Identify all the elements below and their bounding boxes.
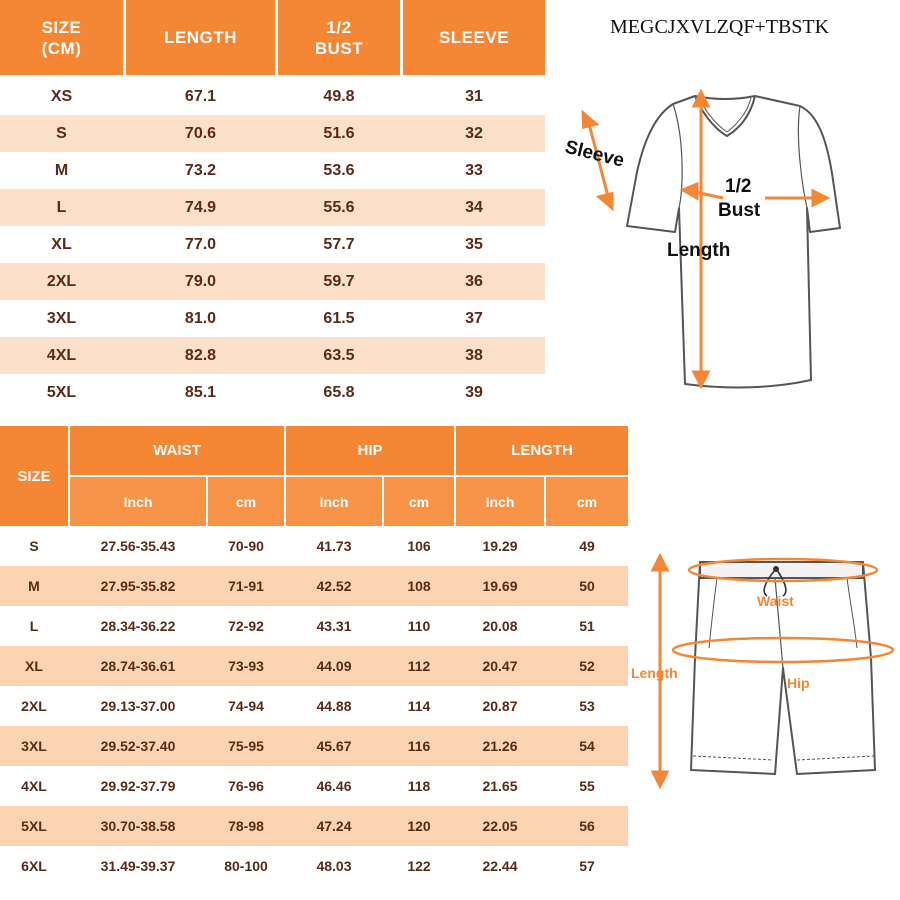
unit-waist-cm: cm xyxy=(208,477,284,526)
size-cell: S xyxy=(29,538,39,554)
value-cell: 73.2 xyxy=(184,161,217,179)
value-cell: 29.13-37.00 xyxy=(100,698,176,714)
value-cell: 53.6 xyxy=(323,161,355,179)
shirt-size-table xyxy=(0,0,545,411)
size-cell: 2XL xyxy=(46,272,77,290)
shirt-outline-icon xyxy=(627,96,840,387)
value-cell: 71-91 xyxy=(228,578,264,594)
value-cell: 27.95-35.82 xyxy=(100,578,176,594)
table-row xyxy=(0,646,628,686)
value-cell: 51.6 xyxy=(323,124,355,142)
value-cell: 35 xyxy=(465,235,483,253)
value-cell: 116 xyxy=(407,738,431,754)
table-row xyxy=(0,846,628,886)
bust-label-bottom: Bust xyxy=(718,200,761,221)
value-cell: 51 xyxy=(579,618,595,634)
table-row xyxy=(0,526,628,566)
table-row xyxy=(0,226,545,263)
size-cell: XL xyxy=(51,235,72,253)
header-hip: HIP xyxy=(286,426,454,475)
value-cell: 36 xyxy=(465,272,483,290)
value-cell: 74-94 xyxy=(228,698,264,714)
unit-waist-inch: Inch xyxy=(70,477,206,526)
size-cell: XL xyxy=(25,658,43,674)
value-cell: 82.8 xyxy=(184,346,217,364)
value-cell: 45.67 xyxy=(316,738,352,754)
size-cell: M xyxy=(54,161,69,179)
size-cell: 5XL xyxy=(21,818,47,834)
value-cell: 79.0 xyxy=(184,272,217,290)
table-row xyxy=(0,115,545,152)
value-cell: 48.03 xyxy=(316,858,352,874)
value-cell: 46.46 xyxy=(316,778,352,794)
value-cell: 53 xyxy=(579,698,595,714)
size-cell: L xyxy=(29,618,39,634)
table-row xyxy=(0,78,545,115)
value-cell: 52 xyxy=(579,658,595,674)
value-cell: 27.56-35.43 xyxy=(100,538,176,554)
shorts-measurement-diagram xyxy=(625,548,900,793)
size-cell: 3XL xyxy=(46,309,77,327)
product-code: MEGCJXVLZQF+TBSTK xyxy=(610,16,830,38)
value-cell: 41.73 xyxy=(316,538,352,554)
header-length: LENGTH xyxy=(456,426,628,475)
value-cell: 47.24 xyxy=(316,818,352,834)
value-cell: 22.05 xyxy=(482,818,518,834)
header-bust: 1/2 BUST xyxy=(278,0,400,75)
value-cell: 39 xyxy=(465,383,483,401)
unit-hip-inch: Inch xyxy=(286,477,382,526)
value-cell: 77.0 xyxy=(184,235,217,253)
size-cell: 5XL xyxy=(46,383,77,401)
value-cell: 28.74-36.61 xyxy=(100,658,176,674)
table-row xyxy=(0,300,545,337)
size-cell: 3XL xyxy=(21,738,47,754)
value-cell: 81.0 xyxy=(184,309,217,327)
value-cell: 120 xyxy=(407,818,431,834)
value-cell: 33 xyxy=(465,161,483,179)
sleeve-label: Sleeve xyxy=(562,136,627,172)
header-size: SIZE xyxy=(0,426,68,526)
value-cell: 106 xyxy=(407,538,431,554)
value-cell: 118 xyxy=(407,778,431,794)
header-sleeve: SLEEVE xyxy=(403,0,545,75)
unit-length-inch: Inch xyxy=(456,477,544,526)
value-cell: 61.5 xyxy=(323,309,355,327)
value-cell: 112 xyxy=(407,658,431,674)
value-cell: 85.1 xyxy=(184,383,217,401)
value-cell: 80-100 xyxy=(224,858,268,874)
table-row xyxy=(0,566,628,606)
value-cell: 55 xyxy=(579,778,595,794)
size-cell: L xyxy=(56,198,67,216)
header-size: SIZE (CM) xyxy=(0,0,123,75)
shirt-measurement-diagram xyxy=(555,80,895,400)
value-cell: 32 xyxy=(465,124,483,142)
table-row xyxy=(0,726,628,766)
value-cell: 28.34-36.22 xyxy=(100,618,176,634)
size-cell: XS xyxy=(50,87,73,105)
value-cell: 44.88 xyxy=(316,698,352,714)
value-cell: 49.8 xyxy=(323,87,355,105)
value-cell: 21.26 xyxy=(482,738,518,754)
value-cell: 108 xyxy=(407,578,431,594)
value-cell: 20.47 xyxy=(482,658,518,674)
value-cell: 20.08 xyxy=(482,618,518,634)
value-cell: 73-93 xyxy=(228,658,264,674)
value-cell: 67.1 xyxy=(184,87,217,105)
value-cell: 19.29 xyxy=(482,538,518,554)
value-cell: 72-92 xyxy=(228,618,264,634)
header-length: LENGTH xyxy=(126,0,275,75)
value-cell: 63.5 xyxy=(323,346,355,364)
value-cell: 54 xyxy=(579,738,595,754)
value-cell: 122 xyxy=(407,858,431,874)
table-row xyxy=(0,374,545,411)
bust-label-top: 1/2 xyxy=(725,176,752,197)
length-label: Length xyxy=(631,665,678,681)
value-cell: 74.9 xyxy=(184,198,217,216)
shirt-table-header xyxy=(0,0,545,75)
table-row xyxy=(0,806,628,846)
size-cell: 6XL xyxy=(21,858,47,874)
value-cell: 34 xyxy=(465,198,483,216)
table-row xyxy=(0,766,628,806)
value-cell: 59.7 xyxy=(323,272,355,290)
value-cell: 78-98 xyxy=(228,818,264,834)
value-cell: 65.8 xyxy=(323,383,355,401)
value-cell: 110 xyxy=(407,618,431,634)
waist-label: Waist xyxy=(757,593,794,609)
value-cell: 22.44 xyxy=(482,858,518,874)
table-row xyxy=(0,606,628,646)
value-cell: 44.09 xyxy=(316,658,352,674)
value-cell: 19.69 xyxy=(482,578,518,594)
value-cell: 70.6 xyxy=(184,124,217,142)
value-cell: 75-95 xyxy=(228,738,264,754)
value-cell: 21.65 xyxy=(482,778,518,794)
value-cell: 42.52 xyxy=(316,578,352,594)
unit-hip-cm: cm xyxy=(384,477,454,526)
value-cell: 31.49-39.37 xyxy=(100,858,176,874)
length-label: Length xyxy=(667,240,731,261)
value-cell: 49 xyxy=(579,538,595,554)
table-row xyxy=(0,686,628,726)
value-cell: 114 xyxy=(407,698,431,714)
value-cell: 38 xyxy=(465,346,483,364)
value-cell: 50 xyxy=(579,578,595,594)
value-cell: 43.31 xyxy=(316,618,352,634)
table-row xyxy=(0,263,545,300)
table-row xyxy=(0,152,545,189)
value-cell: 29.92-37.79 xyxy=(100,778,176,794)
size-cell: 2XL xyxy=(21,698,47,714)
value-cell: 56 xyxy=(579,818,595,834)
hip-label: Hip xyxy=(787,675,810,691)
value-cell: 37 xyxy=(465,309,483,327)
value-cell: 29.52-37.40 xyxy=(100,738,176,754)
value-cell: 57.7 xyxy=(323,235,355,253)
value-cell: 31 xyxy=(465,87,483,105)
value-cell: 76-96 xyxy=(228,778,264,794)
size-cell: 4XL xyxy=(46,346,77,364)
unit-length-cm: cm xyxy=(546,477,628,526)
value-cell: 55.6 xyxy=(323,198,355,216)
size-cell: M xyxy=(28,578,40,594)
table-row xyxy=(0,337,545,374)
value-cell: 20.87 xyxy=(482,698,518,714)
size-cell: S xyxy=(56,124,67,142)
value-cell: 57 xyxy=(579,858,595,874)
size-cell: 4XL xyxy=(21,778,47,794)
value-cell: 70-90 xyxy=(228,538,264,554)
header-waist: WAIST xyxy=(70,426,284,475)
table-row xyxy=(0,189,545,226)
value-cell: 30.70-38.58 xyxy=(100,818,176,834)
